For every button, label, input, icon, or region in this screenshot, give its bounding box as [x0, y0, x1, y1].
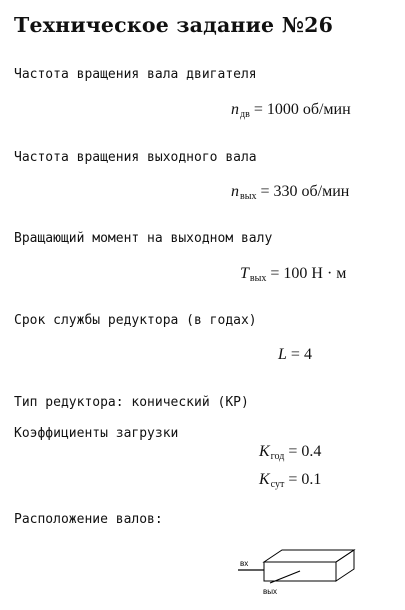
- gearbox-box-side: [336, 550, 354, 581]
- input-speed-symbol: n: [231, 101, 239, 118]
- output-torque-value: 100 Н · м: [283, 265, 347, 282]
- output-torque-equals: =: [270, 265, 280, 282]
- service-life-value: 4: [303, 346, 312, 363]
- year-coefficient-equals: =: [288, 443, 298, 460]
- service-life-equals: =: [290, 346, 300, 363]
- input-speed-value: 1000 об/мин: [266, 101, 351, 118]
- input-speed-subscript: дв: [240, 109, 250, 120]
- day-coefficient-subscript: сут: [270, 479, 285, 490]
- service-life-symbol: L: [278, 346, 287, 363]
- gearbox-box-top: [264, 550, 354, 562]
- day-coefficient-symbol: K: [259, 471, 270, 488]
- output-torque-label: Вращающий момент на выходном валу: [14, 231, 273, 246]
- output-shaft-label: вых: [263, 587, 277, 596]
- page-title: Техническое задание №26: [14, 13, 334, 37]
- output-speed-symbol: n: [231, 183, 239, 200]
- day-coefficient-formula: [259, 471, 321, 489]
- day-coefficient-value: 0.1: [301, 471, 322, 488]
- year-coefficient-formula: [259, 443, 321, 461]
- service-life-formula: [278, 346, 312, 364]
- input-speed-formula: [231, 101, 351, 119]
- load-coefficients-label: Коэффициенты загрузки: [14, 426, 179, 441]
- output-speed-equals: =: [260, 183, 270, 200]
- year-coefficient-symbol: K: [259, 443, 270, 460]
- year-coefficient-value: 0.4: [301, 443, 322, 460]
- output-speed-value: 330 об/мин: [273, 183, 350, 200]
- input-speed-label: Частота вращения вала двигателя: [14, 67, 257, 82]
- output-speed-label: Частота вращения выходного вала: [14, 150, 257, 165]
- year-coefficient-subscript: год: [270, 451, 285, 462]
- service-life-label: Срок службы редуктора (в годах): [14, 313, 257, 328]
- output-torque-formula: [240, 265, 346, 283]
- output-speed-formula: [231, 183, 349, 201]
- output-torque-symbol: T: [240, 265, 249, 282]
- output-speed-subscript: вых: [240, 191, 257, 202]
- shaft-layout-label: Расположение валов:: [14, 512, 163, 527]
- day-coefficient-equals: =: [288, 471, 298, 488]
- input-speed-equals: =: [253, 101, 263, 118]
- gearbox-type-label: Тип редуктора: конический (КР): [14, 395, 249, 410]
- input-shaft-label: вх: [240, 559, 249, 568]
- shaft-layout-diagram: [232, 544, 362, 604]
- output-torque-subscript: вых: [249, 273, 267, 284]
